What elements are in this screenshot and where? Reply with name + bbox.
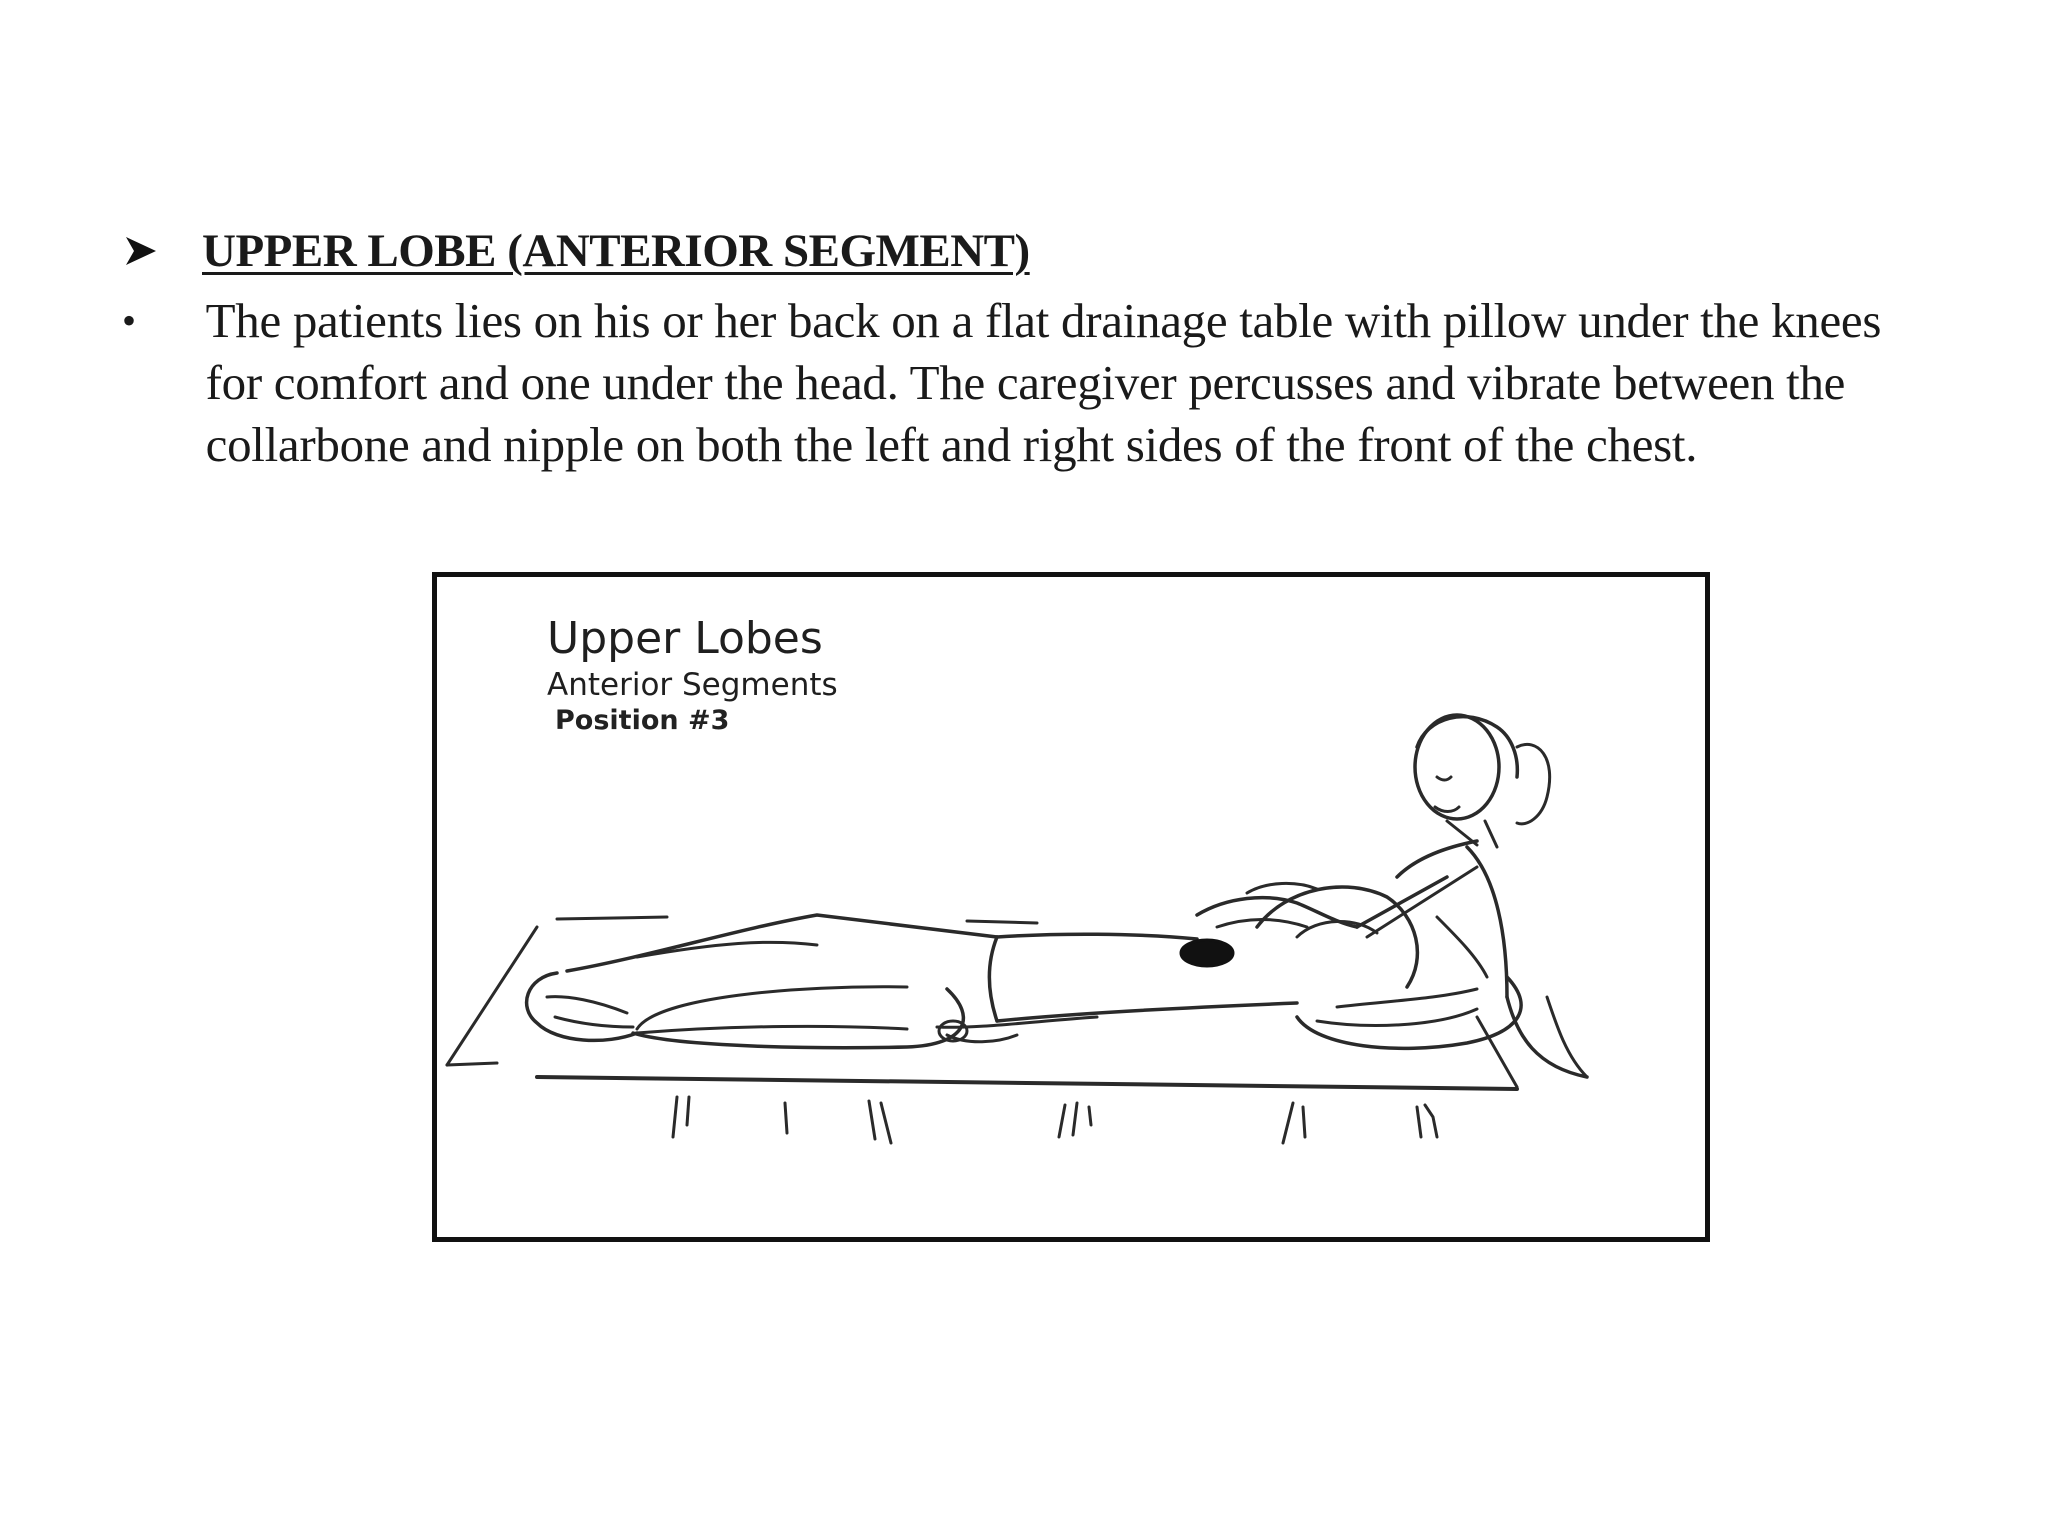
figure-title: Upper Lobes	[547, 613, 823, 664]
figure-position-label: Position #3	[555, 705, 730, 736]
heading-row	[124, 218, 1030, 284]
bullet-paragraph	[118, 290, 1938, 476]
section-heading: UPPER LOBE (ANTERIOR SEGMENT)	[202, 225, 1030, 277]
arrowhead-bullet-icon	[124, 234, 202, 268]
figure-subtitle: Anterior Segments	[547, 667, 838, 703]
round-bullet-icon: •	[122, 298, 137, 343]
postural-drainage-illustration	[432, 572, 1710, 1242]
paragraph-text: The patients lies on his or her back on a flat drainage table with pillow under the knees for comfort and one under the head. The caregiver percusses and vibrate between the collarbone and nipple on both the left and right sides of the front of the chest.	[205, 293, 1882, 472]
